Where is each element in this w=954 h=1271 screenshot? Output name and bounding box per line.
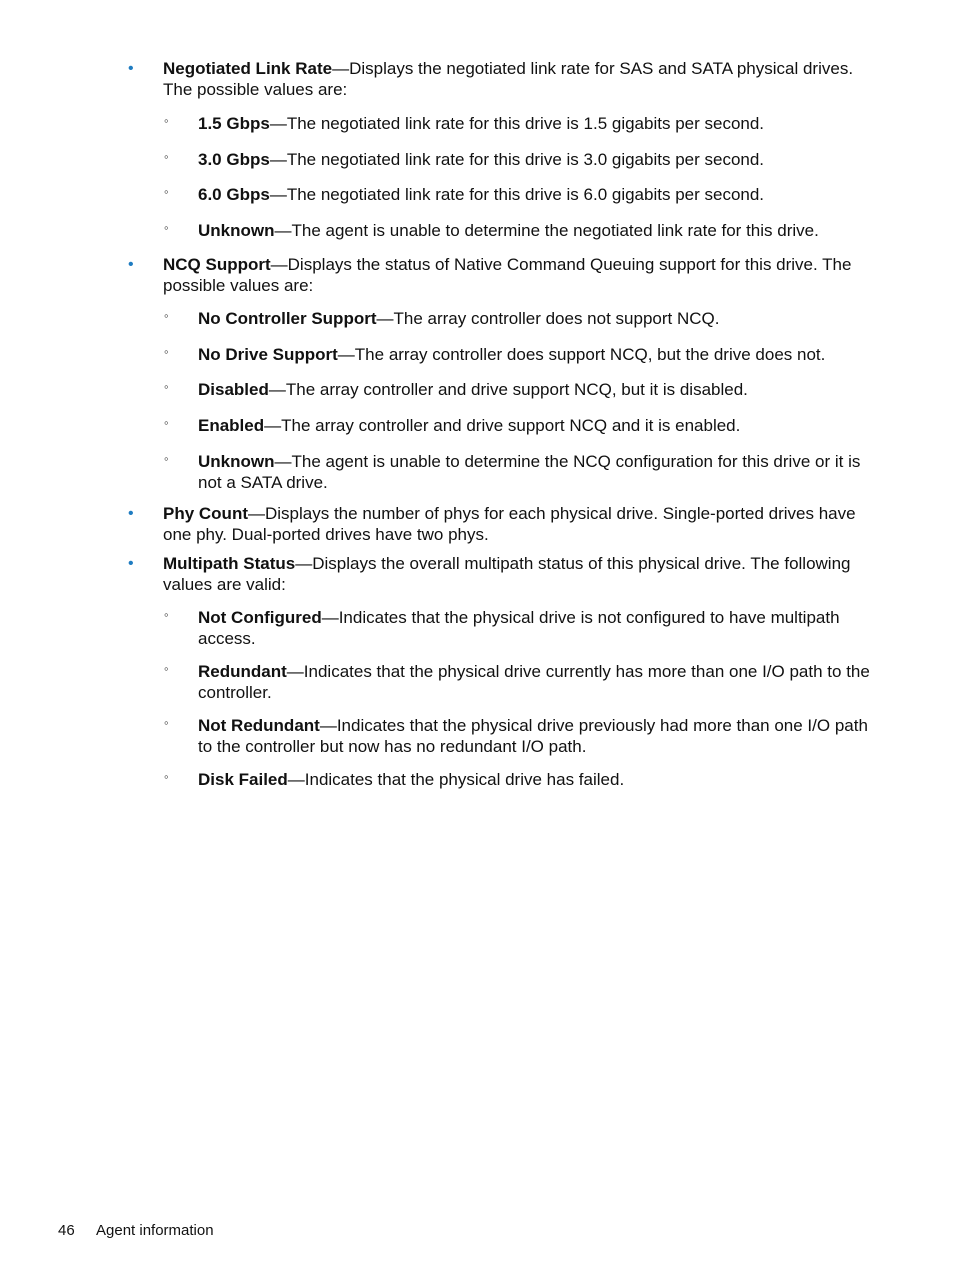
item-description: —The negotiated link rate for this drive is 6.0 gigabits per second. — [269, 185, 765, 204]
item-description: —The array controller and drive support NCQ, but it is disabled. — [268, 380, 748, 399]
sub-list-item — [0, 149, 870, 170]
bullet-icon: • — [128, 256, 134, 273]
sub-bullet-icon: ◦ — [164, 379, 169, 394]
sub-bullet-icon: ◦ — [164, 113, 169, 128]
sub-list-item — [0, 715, 870, 757]
sub-list-item — [0, 769, 870, 790]
item-description: —The negotiated link rate for this drive is 3.0 gigabits per second. — [269, 150, 765, 169]
sub-list-item — [0, 661, 870, 703]
item-term: Negotiated Link Rate — [163, 59, 333, 78]
item-description: —The agent is unable to determine the negotiated link rate for this drive. — [274, 221, 819, 240]
item-term: Enabled — [198, 416, 265, 435]
item-term: No Drive Support — [198, 345, 338, 364]
sub-bullet-icon: ◦ — [164, 661, 169, 676]
sub-bullet-icon: ◦ — [164, 184, 169, 199]
item-description: —The array controller does not support NCQ. — [376, 309, 720, 328]
item-description: —Indicates that the physical drive has failed. — [287, 770, 625, 789]
sub-bullet-icon: ◦ — [164, 308, 169, 323]
list-item — [0, 58, 863, 100]
bullet-icon: • — [128, 555, 134, 572]
sub-list-item — [0, 184, 870, 205]
item-description: —Indicates that the physical drive is not configured to have multipath access. — [198, 608, 840, 648]
item-term: No Controller Support — [198, 309, 377, 328]
item-description: —The array controller does support NCQ, but the drive does not. — [337, 345, 826, 364]
item-term: 3.0 Gbps — [198, 150, 270, 169]
page-footer — [58, 1222, 214, 1239]
sub-list-item — [0, 308, 870, 329]
item-term: Not Configured — [198, 608, 322, 627]
item-term: Redundant — [198, 662, 287, 681]
list-item — [0, 254, 863, 296]
sub-list-item — [0, 113, 870, 134]
item-term: Unknown — [198, 221, 275, 240]
item-term: Multipath Status — [163, 554, 296, 573]
page-number: 46 — [58, 1222, 75, 1239]
sub-bullet-icon: ◦ — [164, 451, 169, 466]
list-item — [0, 553, 863, 595]
item-description: —Displays the negotiated link rate for SAS and SATA physical drives. The possible values are: — [163, 59, 854, 99]
item-description: —Indicates that the physical drive currently has more than one I/O path to the controller. — [198, 662, 870, 702]
sub-list-item — [0, 344, 870, 365]
item-description: —Displays the overall multipath status of this physical drive. The following values are valid: — [163, 554, 851, 594]
bullet-icon: • — [128, 505, 134, 522]
item-term: 6.0 Gbps — [198, 185, 270, 204]
item-term: Not Redundant — [198, 716, 320, 735]
sub-bullet-icon: ◦ — [164, 715, 169, 730]
sub-bullet-icon: ◦ — [164, 220, 169, 235]
sub-list-item — [0, 220, 870, 241]
sub-list-item — [0, 451, 870, 493]
sub-list-item — [0, 607, 870, 649]
item-description: —Displays the status of Native Command Queuing support for this drive. The possible values are: — [163, 255, 852, 295]
item-term: NCQ Support — [163, 255, 271, 274]
item-term: Disabled — [198, 380, 269, 399]
sub-bullet-icon: ◦ — [164, 415, 169, 430]
list-item — [0, 503, 863, 545]
sub-bullet-icon: ◦ — [164, 769, 169, 784]
item-term: Unknown — [198, 452, 275, 471]
item-description: —The array controller and drive support NCQ and it is enabled. — [264, 416, 741, 435]
sub-bullet-icon: ◦ — [164, 607, 169, 622]
item-description: —Displays the number of phys for each physical drive. Single-ported drives have one phy. Dual-ported drives have two phys. — [163, 504, 856, 544]
item-term: 1.5 Gbps — [198, 114, 270, 133]
item-description: —Indicates that the physical drive previously had more than one I/O path to the controller but now has no redundant I/O path. — [198, 716, 868, 756]
sub-bullet-icon: ◦ — [164, 149, 169, 164]
sub-list-item — [0, 415, 870, 436]
footer-section-title: Agent information — [96, 1222, 214, 1239]
item-term: Disk Failed — [198, 770, 288, 789]
item-description: —The agent is unable to determine the NCQ configuration for this drive or it is not a SATA drive. — [198, 452, 861, 492]
item-description: —The negotiated link rate for this drive is 1.5 gigabits per second. — [269, 114, 765, 133]
sub-list-item — [0, 379, 870, 400]
item-term: Phy Count — [163, 504, 248, 523]
sub-bullet-icon: ◦ — [164, 344, 169, 359]
page-content — [0, 58, 954, 790]
bullet-icon: • — [128, 60, 134, 77]
